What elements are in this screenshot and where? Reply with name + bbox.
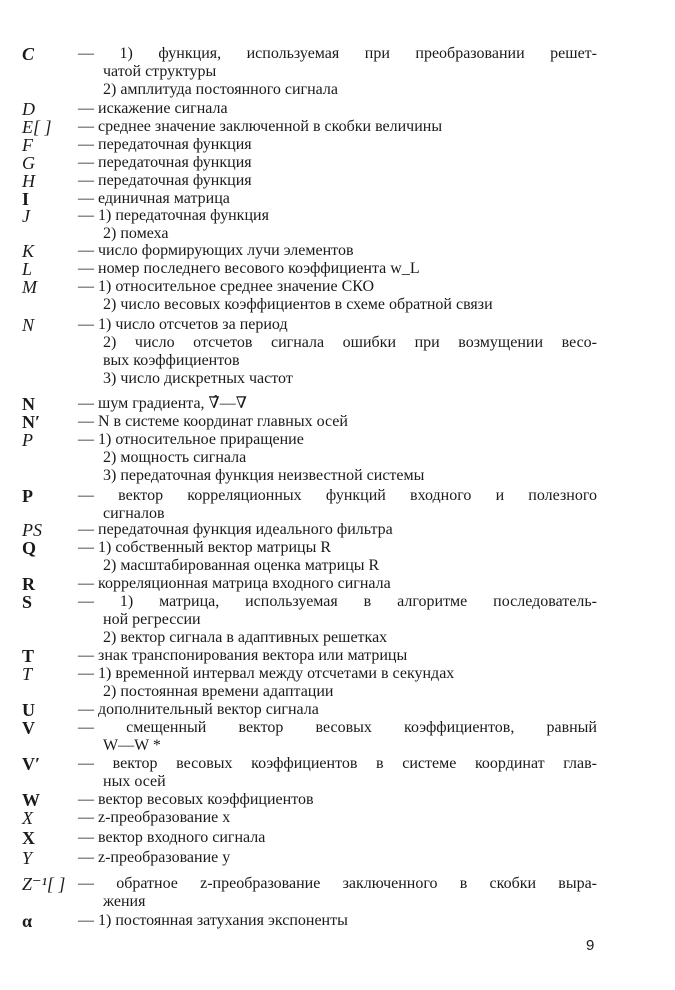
entry-definition-continuation: жения bbox=[103, 893, 146, 910]
entry-definition-continuation: вых коэффициентов bbox=[103, 352, 240, 369]
entry-definition: — вектор весовых коэффициентов в системе координат глав- bbox=[78, 755, 597, 772]
entry-symbol: J bbox=[22, 206, 30, 226]
entry-symbol: M bbox=[22, 277, 37, 297]
entry-definition-continuation: сигналов bbox=[103, 505, 165, 522]
entry-definition: — вектор весовых коэффициентов bbox=[78, 791, 314, 808]
entry-definition: — 1) передаточная функция bbox=[78, 207, 269, 224]
entry-symbol: P bbox=[22, 486, 33, 506]
entry-symbol: N bbox=[22, 315, 35, 335]
entry-symbol: C bbox=[22, 44, 35, 64]
entry-definition-continuation: 2) мощность сигнала bbox=[103, 449, 247, 466]
entry-symbol: α bbox=[22, 911, 33, 931]
entry-definition: — z-преобразование y bbox=[78, 849, 231, 866]
entry-definition: — 1) относительное приращение bbox=[78, 431, 304, 448]
entry-symbol: D bbox=[22, 99, 35, 119]
entry-definition: — 1) постоянная затухания экспоненты bbox=[78, 912, 348, 929]
entry-definition: — знак транспонирования вектора или матрицы bbox=[78, 647, 408, 664]
entry-definition-continuation: 2) вектор сигнала в адаптивных решетках bbox=[103, 629, 388, 646]
entry-definition: — корреляционная матрица входного сигнала bbox=[78, 575, 391, 592]
entry-symbol: K bbox=[22, 241, 35, 261]
entry-definition: — z-преобразование x bbox=[78, 809, 231, 826]
entry-symbol: X bbox=[22, 808, 33, 828]
entry-definition: — обратное z-преобразование заключенного в скобки выра- bbox=[78, 875, 597, 892]
entry-symbol: R bbox=[22, 574, 35, 594]
entry-definition: — 1) собственный вектор матрицы R bbox=[78, 539, 332, 556]
entry-definition: — число формирующих лучи элементов bbox=[78, 242, 354, 259]
entry-definition-continuation: 2) масштабированная оценка матрицы R bbox=[103, 557, 380, 574]
entry-symbol: F bbox=[22, 135, 33, 155]
entry-symbol: Y bbox=[22, 848, 33, 868]
entry-definition-continuation: 2) постоянная времени адаптации bbox=[103, 683, 334, 700]
entry-symbol: G bbox=[22, 153, 35, 173]
entry-definition: — 1) функция, используемая при преобразовании решет- bbox=[78, 45, 597, 62]
entry-symbol: Z⁻¹[ ] bbox=[22, 874, 66, 894]
entry-definition: — N в системе координат главных осей bbox=[78, 413, 348, 430]
entry-symbol: V bbox=[22, 718, 35, 738]
entry-symbol: S bbox=[22, 592, 33, 612]
entry-definition: — дополнительный вектор сигнала bbox=[78, 701, 319, 718]
entry-symbol: T bbox=[22, 646, 35, 666]
page-number: 9 bbox=[586, 937, 595, 954]
entry-symbol: Q bbox=[22, 538, 37, 558]
entry-definition-continuation: ной регрессии bbox=[103, 611, 201, 628]
entry-definition: — вектор корреляционных функций входного и полезного bbox=[78, 487, 597, 504]
entry-definition: — 1) временной интервал между отсчетами в секундах bbox=[78, 665, 455, 682]
entry-definition: — передаточная функция bbox=[78, 172, 252, 189]
entry-symbol: N bbox=[22, 394, 35, 414]
entry-definition-continuation: 2) помеха bbox=[103, 225, 169, 242]
entry-definition: — 1) относительное среднее значение СКО bbox=[78, 278, 375, 295]
entry-definition-continuation: 3) передаточная функция неизвестной системы bbox=[103, 467, 425, 484]
entry-definition: — смещенный вектор весовых коэффициентов, равный bbox=[78, 719, 597, 736]
entry-definition-continuation: 2) амплитуда постоянного сигнала bbox=[103, 81, 338, 98]
entry-symbol: N′ bbox=[22, 412, 41, 432]
entry-definition-continuation: чатой структуры bbox=[103, 63, 217, 80]
entry-definition-continuation: W—W * bbox=[103, 737, 161, 754]
entry-definition: — единичная матрица bbox=[78, 190, 230, 207]
entry-definition: — передаточная функция bbox=[78, 154, 252, 171]
entry-symbol: PS bbox=[22, 520, 42, 540]
entry-symbol: U bbox=[22, 700, 35, 720]
entry-symbol: T bbox=[22, 664, 33, 684]
entry-definition-continuation: ных осей bbox=[103, 773, 166, 790]
entry-symbol: H bbox=[22, 171, 35, 191]
entry-definition-continuation: 3) число дискретных частот bbox=[103, 370, 293, 387]
entry-definition: — вектор входного сигнала bbox=[78, 829, 266, 846]
entry-definition: — номер последнего весового коэффициента w_L bbox=[78, 260, 420, 277]
entry-definition-continuation: 2) число отсчетов сигнала ошибки при возмущении весо- bbox=[103, 334, 597, 351]
entry-definition: — 1) число отсчетов за период bbox=[78, 316, 288, 333]
entry-definition-continuation: 2) число весовых коэффициентов в схеме обратной связи bbox=[103, 296, 493, 313]
entry-definition: — шум градиента, ∇̂—∇ bbox=[78, 395, 247, 412]
entry-definition: — 1) матрица, используемая в алгоритме последователь- bbox=[78, 593, 597, 610]
entry-definition: — искажение сигнала bbox=[78, 100, 228, 117]
entry-symbol: E[ ] bbox=[22, 117, 52, 137]
entry-definition: — передаточная функция идеального фильтра bbox=[78, 521, 393, 538]
entry-symbol: I bbox=[22, 189, 30, 209]
entry-symbol: V′ bbox=[22, 754, 41, 774]
entry-definition: — передаточная функция bbox=[78, 136, 252, 153]
entry-symbol: P bbox=[22, 430, 33, 450]
entry-symbol: W bbox=[22, 790, 40, 810]
entry-symbol: L bbox=[22, 259, 33, 279]
entry-definition: — среднее значение заключенной в скобки величины bbox=[78, 118, 443, 135]
entry-symbol: X bbox=[22, 828, 35, 848]
